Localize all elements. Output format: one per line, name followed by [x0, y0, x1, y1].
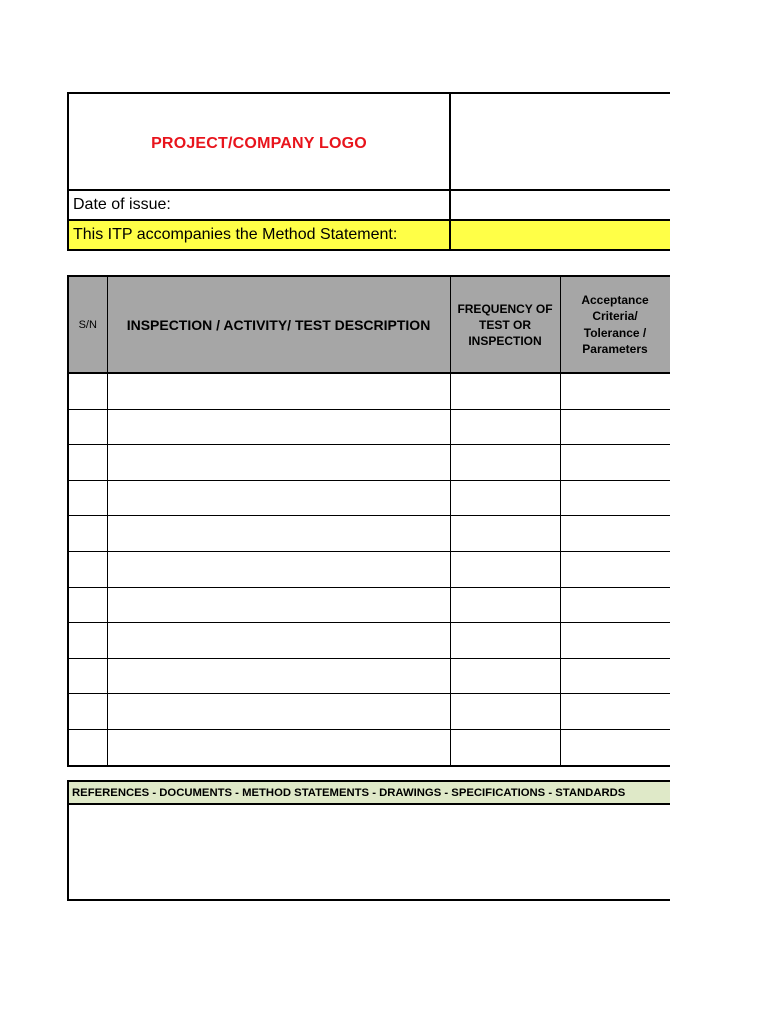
acceptance-cell[interactable]	[560, 587, 670, 623]
description-cell[interactable]	[107, 623, 450, 659]
table-row	[68, 480, 670, 516]
logo-row	[68, 93, 670, 190]
sn-cell[interactable]	[68, 480, 107, 516]
sn-cell[interactable]	[68, 694, 107, 730]
acceptance-cell[interactable]	[560, 373, 670, 409]
acceptance-line-3: Tolerance /	[583, 325, 647, 340]
frequency-line-2: TEST OR	[478, 317, 531, 332]
sn-cell[interactable]	[68, 551, 107, 587]
date-of-issue-label: Date of issue:	[68, 190, 450, 220]
description-cell[interactable]	[107, 551, 450, 587]
sn-cell[interactable]	[68, 445, 107, 481]
column-header-frequency	[450, 276, 560, 373]
acceptance-cell[interactable]	[560, 516, 670, 552]
sn-cell[interactable]	[68, 373, 107, 409]
description-cell[interactable]	[107, 658, 450, 694]
acceptance-cell[interactable]	[560, 623, 670, 659]
sn-cell[interactable]	[68, 409, 107, 445]
frequency-cell[interactable]	[450, 551, 560, 587]
table-row	[68, 729, 670, 765]
method-statement-label: This ITP accompanies the Method Statement:	[68, 220, 450, 250]
column-header-acceptance	[560, 276, 670, 373]
form-header	[67, 92, 670, 251]
sn-cell[interactable]	[68, 658, 107, 694]
description-cell[interactable]	[107, 445, 450, 481]
description-cell[interactable]	[107, 694, 450, 730]
references-header: REFERENCES - DOCUMENTS - METHOD STATEMENTS - DRAWINGS - SPECIFICATIONS - STANDARDS	[68, 781, 670, 804]
sn-cell[interactable]	[68, 729, 107, 765]
frequency-cell[interactable]	[450, 729, 560, 765]
itp-header-row	[68, 276, 670, 373]
description-cell[interactable]	[107, 587, 450, 623]
table-row	[68, 587, 670, 623]
frequency-cell[interactable]	[450, 373, 560, 409]
acceptance-cell[interactable]	[560, 551, 670, 587]
description-cell[interactable]	[107, 729, 450, 765]
date-of-issue-field[interactable]	[450, 190, 670, 220]
acceptance-cell[interactable]	[560, 480, 670, 516]
table-row	[68, 445, 670, 481]
logo-placeholder-cell	[68, 93, 450, 190]
frequency-cell[interactable]	[450, 480, 560, 516]
acceptance-cell[interactable]	[560, 729, 670, 765]
acceptance-cell[interactable]	[560, 694, 670, 730]
logo-placeholder-text: PROJECT/COMPANY LOGO	[151, 134, 367, 152]
sn-cell[interactable]	[68, 516, 107, 552]
references-header-row	[68, 781, 670, 804]
description-cell[interactable]	[107, 480, 450, 516]
column-header-description: INSPECTION / ACTIVITY/ TEST DESCRIPTION	[107, 276, 450, 373]
frequency-cell[interactable]	[450, 658, 560, 694]
frequency-cell[interactable]	[450, 623, 560, 659]
references-field[interactable]	[68, 804, 670, 900]
table-row	[68, 373, 670, 409]
table-row	[68, 623, 670, 659]
table-row	[68, 551, 670, 587]
references-body-row	[68, 804, 670, 900]
acceptance-cell[interactable]	[560, 658, 670, 694]
sn-cell[interactable]	[68, 587, 107, 623]
frequency-cell[interactable]	[450, 445, 560, 481]
table-row	[68, 658, 670, 694]
frequency-cell[interactable]	[450, 694, 560, 730]
description-cell[interactable]	[107, 373, 450, 409]
acceptance-line-2: Criteria/	[592, 309, 638, 323]
column-header-sn: S/N	[68, 276, 107, 373]
table-row	[68, 694, 670, 730]
frequency-cell[interactable]	[450, 516, 560, 552]
description-cell[interactable]	[107, 409, 450, 445]
table-row	[68, 516, 670, 552]
frequency-cell[interactable]	[450, 409, 560, 445]
references-block	[67, 780, 670, 901]
sn-cell[interactable]	[68, 623, 107, 659]
method-statement-row	[68, 220, 670, 250]
acceptance-cell[interactable]	[560, 409, 670, 445]
itp-table-body	[68, 373, 670, 766]
title-cell[interactable]	[450, 93, 670, 190]
frequency-line-3: INSPECTION	[468, 333, 542, 348]
acceptance-line-1: Acceptance	[581, 292, 649, 307]
itp-table	[67, 275, 670, 767]
description-cell[interactable]	[107, 516, 450, 552]
acceptance-line-4: Parameters	[582, 342, 648, 356]
frequency-line-1: FREQUENCY OF	[457, 301, 553, 316]
date-of-issue-row	[68, 190, 670, 220]
table-row	[68, 409, 670, 445]
acceptance-cell[interactable]	[560, 445, 670, 481]
frequency-cell[interactable]	[450, 587, 560, 623]
method-statement-field[interactable]	[450, 220, 670, 250]
